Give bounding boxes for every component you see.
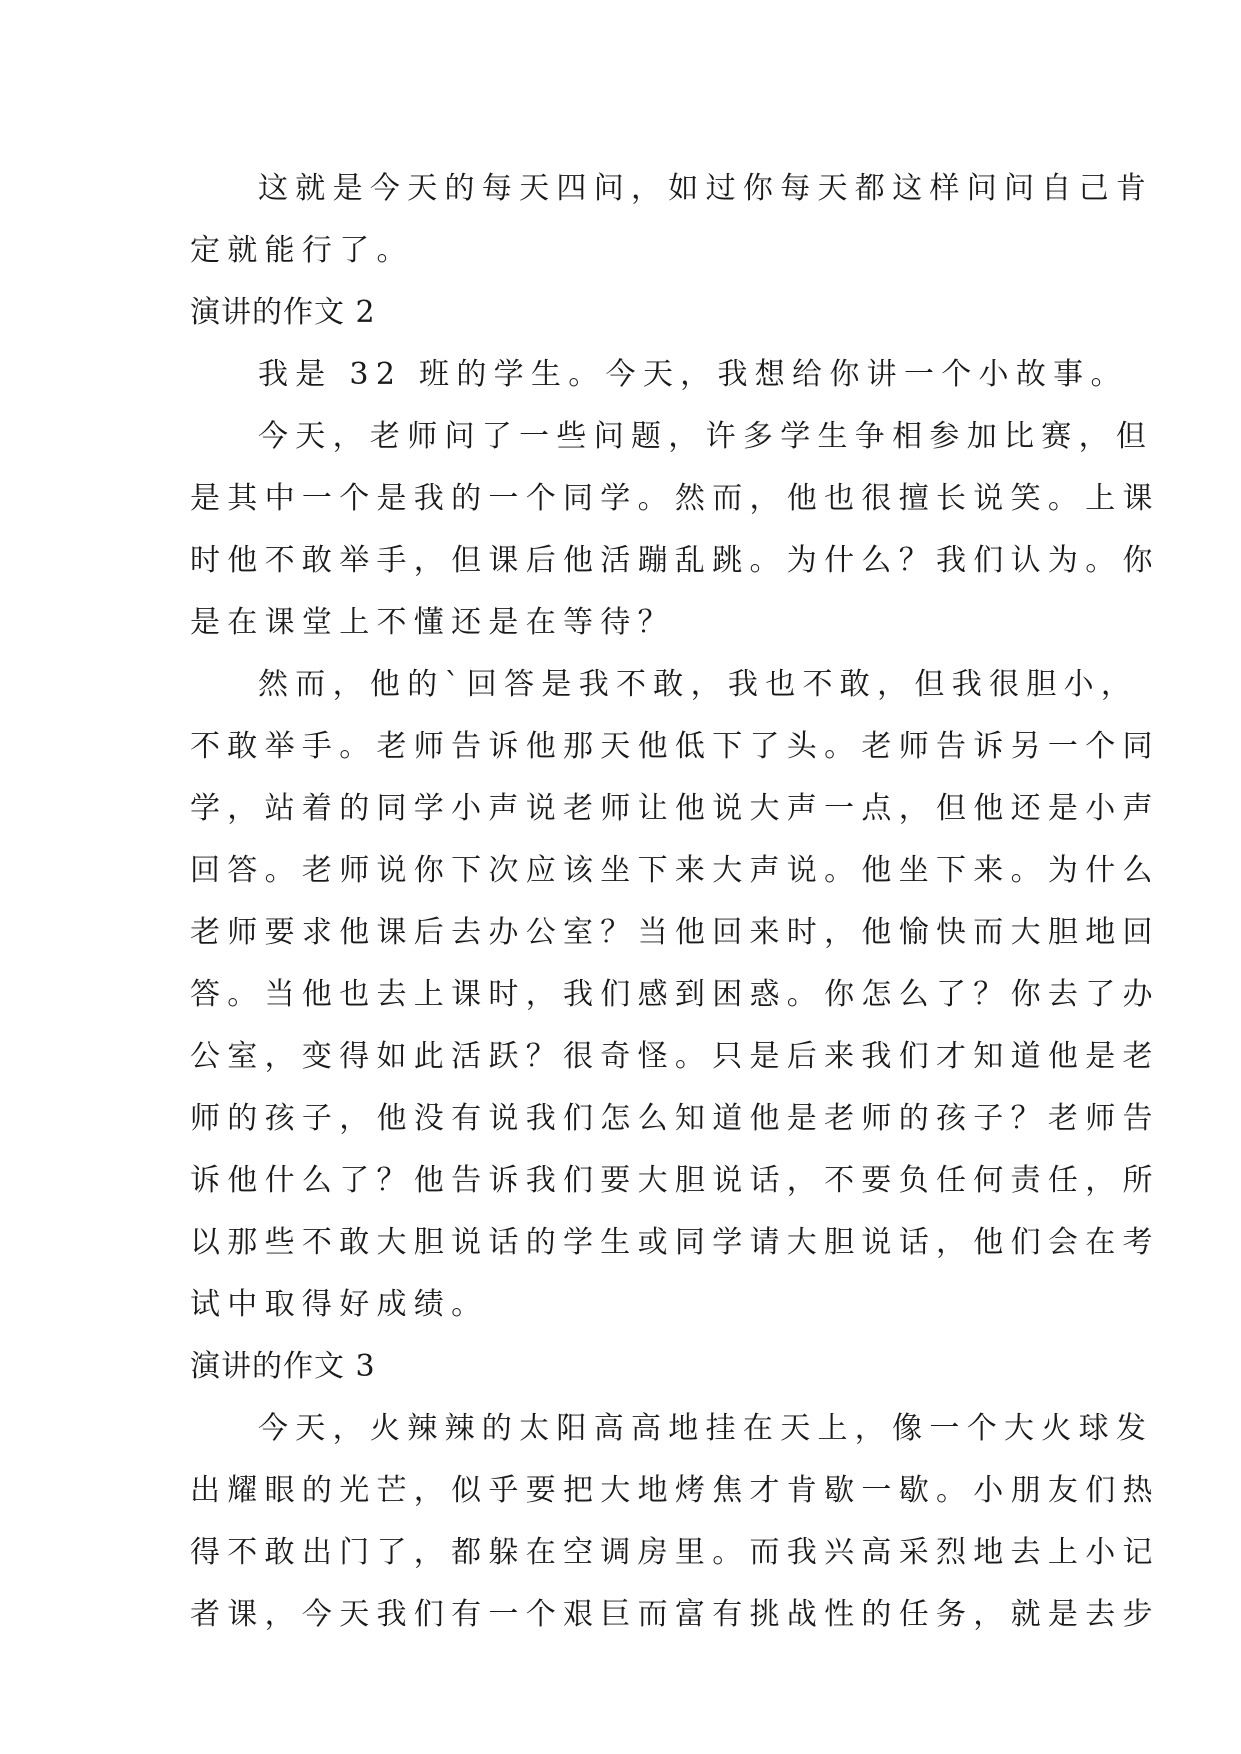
text-line: 时他不敢举手，但课后他活蹦乱跳。为什么？我们认为。你	[190, 543, 1160, 578]
text-line: 老师要求他课后去办公室？当他回来时，他愉快而大胆地回	[190, 915, 1160, 950]
section-heading: 演讲的作文 3	[190, 1349, 376, 1384]
paragraph	[190, 406, 1160, 654]
text-line: 以那些不敢大胆说话的学生或同学请大胆说话，他们会在考	[190, 1225, 1160, 1260]
text-line: 我是 32 班的学生。今天，我想给你讲一个小故事。	[258, 357, 1128, 392]
text-line: 师的孩子，他没有说我们怎么知道他是老师的孩子？老师告	[190, 1101, 1160, 1136]
text-line: 学，站着的同学小声说老师让他说大声一点，但他还是小声	[190, 791, 1160, 826]
text-line: 这就是今天的每天四问，如过你每天都这样问问自己肯	[258, 171, 1154, 206]
paragraph	[190, 344, 1128, 406]
text-line: 不敢举手。老师告诉他那天他低下了头。老师告诉另一个同	[190, 729, 1160, 764]
document-body	[190, 158, 1160, 1646]
text-line: 是在课堂上不懂还是在等待？	[190, 605, 675, 640]
text-line: 定就能行了。	[190, 233, 414, 268]
text-line: 出耀眼的光芒，似乎要把大地烤焦才肯歇一歇。小朋友们热	[190, 1473, 1160, 1508]
text-line: 公室，变得如此活跃？很奇怪。只是后来我们才知道他是老	[190, 1039, 1160, 1074]
paragraph	[190, 1398, 1160, 1646]
text-line: 试中取得好成绩。	[190, 1287, 489, 1322]
text-line: 诉他什么了？他告诉我们要大胆说话，不要负任何责任，所	[190, 1163, 1160, 1198]
text-line: 回答。老师说你下次应该坐下来大声说。他坐下来。为什么	[190, 853, 1160, 888]
text-line: 者课，今天我们有一个艰巨而富有挑战性的任务，就是去步	[190, 1597, 1160, 1632]
text-line: 然而，他的`回答是我不敢，我也不敢，但我很胆小，	[258, 667, 1139, 702]
text-line: 是其中一个是我的一个同学。然而，他也很擅长说笑。上课	[190, 481, 1160, 516]
paragraph	[190, 158, 1154, 282]
paragraph	[190, 654, 1160, 1336]
text-line: 得不敢出门了，都躲在空调房里。而我兴高采烈地去上小记	[190, 1535, 1160, 1570]
section-heading: 演讲的作文 2	[190, 295, 376, 330]
text-line: 今天，老师问了一些问题，许多学生争相参加比赛，但	[258, 419, 1154, 454]
text-line: 今天，火辣辣的太阳高高地挂在天上，像一个大火球发	[258, 1411, 1154, 1446]
text-line: 答。当他也去上课时，我们感到困惑。你怎么了？你去了办	[190, 977, 1160, 1012]
